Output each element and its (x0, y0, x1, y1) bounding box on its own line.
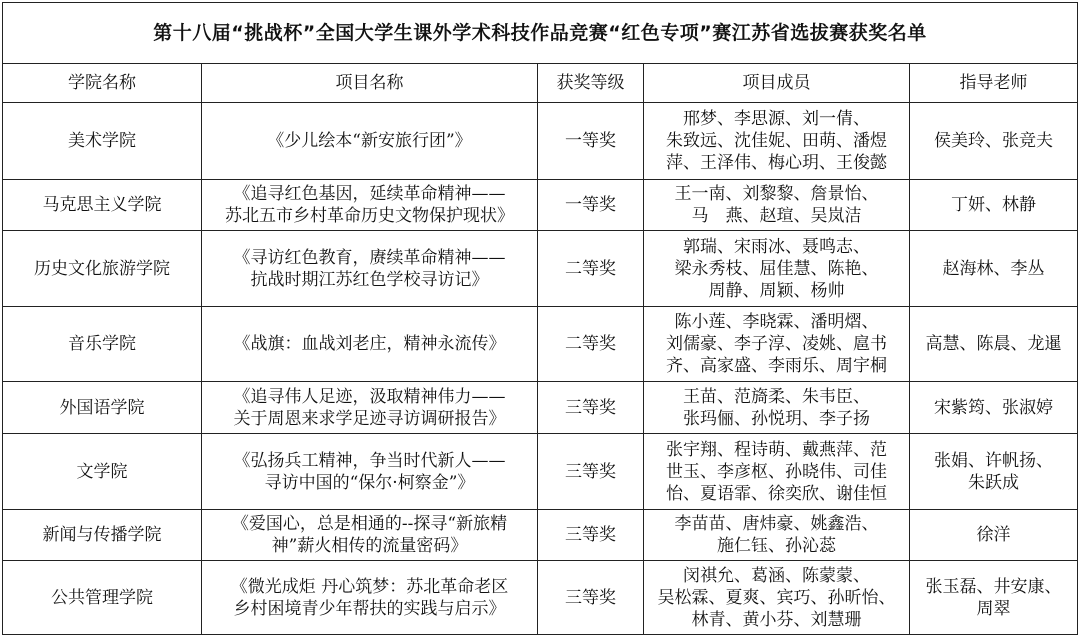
award-cell: 二等奖 (538, 231, 644, 307)
advisors-cell: 张娟、许帆扬、 朱跃成 (910, 434, 1078, 510)
advisors-cell: 徐洋 (910, 510, 1078, 561)
advisors-cell: 宋紫筠、张淑婷 (910, 382, 1078, 434)
award-table (2, 2, 1078, 635)
advisors-cell: 赵海林、李丛 (910, 231, 1078, 307)
college-cell: 马克思主义学院 (3, 180, 202, 231)
column-header-college: 学院名称 (3, 64, 202, 103)
advisors-cell: 丁妍、林静 (910, 180, 1078, 231)
award-cell: 一等奖 (538, 180, 644, 231)
table-row (3, 103, 1078, 180)
project-cell: 《追寻伟人足迹，汲取精神伟力—— 关于周恩来求学足迹寻访调研报告》 (202, 382, 538, 434)
project-cell: 《追寻红色基因，延续革命精神—— 苏北五市乡村革命历史文物保护现状》 (202, 180, 538, 231)
column-header-members: 项目成员 (644, 64, 910, 103)
project-cell: 《微光成炬 丹心筑梦：苏北革命老区 乡村困境青少年帮扶的实践与启示》 (202, 561, 538, 635)
college-cell: 历史文化旅游学院 (3, 231, 202, 307)
members-cell: 王苗、范旖柔、朱韦臣、 张玛俪、孙悦玥、李子扬 (644, 382, 910, 434)
college-cell: 文学院 (3, 434, 202, 510)
project-cell: 《爱国心，总是相通的--探寻“新旅精 神”薪火相传的流量密码》 (202, 510, 538, 561)
award-list-sheet (2, 2, 1077, 634)
award-cell: 三等奖 (538, 434, 644, 510)
members-cell: 李苗苗、唐炜豪、姚鑫浩、 施仁钰、孙沁蕊 (644, 510, 910, 561)
award-cell: 三等奖 (538, 561, 644, 635)
project-cell: 《弘扬兵工精神，争当时代新人—— 寻访中国的“保尔·柯察金”》 (202, 434, 538, 510)
award-cell: 三等奖 (538, 510, 644, 561)
members-cell: 邢梦、李思源、刘一倩、 朱致远、沈佳妮、田萌、潘煜 萍、王泽伟、梅心玥、王俊懿 (644, 103, 910, 180)
header-row (3, 64, 1078, 103)
table-row (3, 382, 1078, 434)
table-row (3, 307, 1078, 382)
table-row (3, 180, 1078, 231)
advisors-cell: 侯美玲、张竞夫 (910, 103, 1078, 180)
column-header-award: 获奖等级 (538, 64, 644, 103)
advisors-cell: 张玉磊、井安康、 周翠 (910, 561, 1078, 635)
table-title: 第十八届“挑战杯”全国大学生课外学术科技作品竞赛“红色专项”赛江苏省选拔赛获奖名单 (3, 3, 1078, 64)
table-row (3, 434, 1078, 510)
project-cell: 《少儿绘本“新安旅行团”》 (202, 103, 538, 180)
members-cell: 王一南、刘黎黎、詹景怡、 马 燕、赵瑄、吴岚洁 (644, 180, 910, 231)
college-cell: 美术学院 (3, 103, 202, 180)
members-cell: 郭瑞、宋雨冰、聂鸣志、 梁永秀枝、屈佳慧、陈艳、 周静、周颖、杨帅 (644, 231, 910, 307)
column-header-project: 项目名称 (202, 64, 538, 103)
award-cell: 三等奖 (538, 382, 644, 434)
project-cell: 《战旗：血战刘老庄，精神永流传》 (202, 307, 538, 382)
table-row (3, 231, 1078, 307)
college-cell: 新闻与传播学院 (3, 510, 202, 561)
members-cell: 闵祺允、葛涵、陈蒙蒙、 吴松霖、夏爽、宾巧、孙昕怡、 林青、黄小芬、刘慧珊 (644, 561, 910, 635)
table-row (3, 510, 1078, 561)
award-cell: 一等奖 (538, 103, 644, 180)
advisors-cell: 高慧、陈晨、龙暹 (910, 307, 1078, 382)
members-cell: 陈小莲、李晓霖、潘明熠、 刘儒豪、李子淳、凌姚、扈书 齐、高家盛、李雨乐、周宇桐 (644, 307, 910, 382)
members-cell: 张宇翔、程诗萌、戴燕萍、范 世玉、李彦枢、孙晓伟、司佳 怡、夏语霏、徐奕欣、谢佳恒 (644, 434, 910, 510)
award-cell: 二等奖 (538, 307, 644, 382)
project-cell: 《寻访红色教育，赓续革命精神—— 抗战时期江苏红色学校寻访记》 (202, 231, 538, 307)
college-cell: 外国语学院 (3, 382, 202, 434)
college-cell: 音乐学院 (3, 307, 202, 382)
table-row (3, 561, 1078, 635)
college-cell: 公共管理学院 (3, 561, 202, 635)
column-header-advisors: 指导老师 (910, 64, 1078, 103)
